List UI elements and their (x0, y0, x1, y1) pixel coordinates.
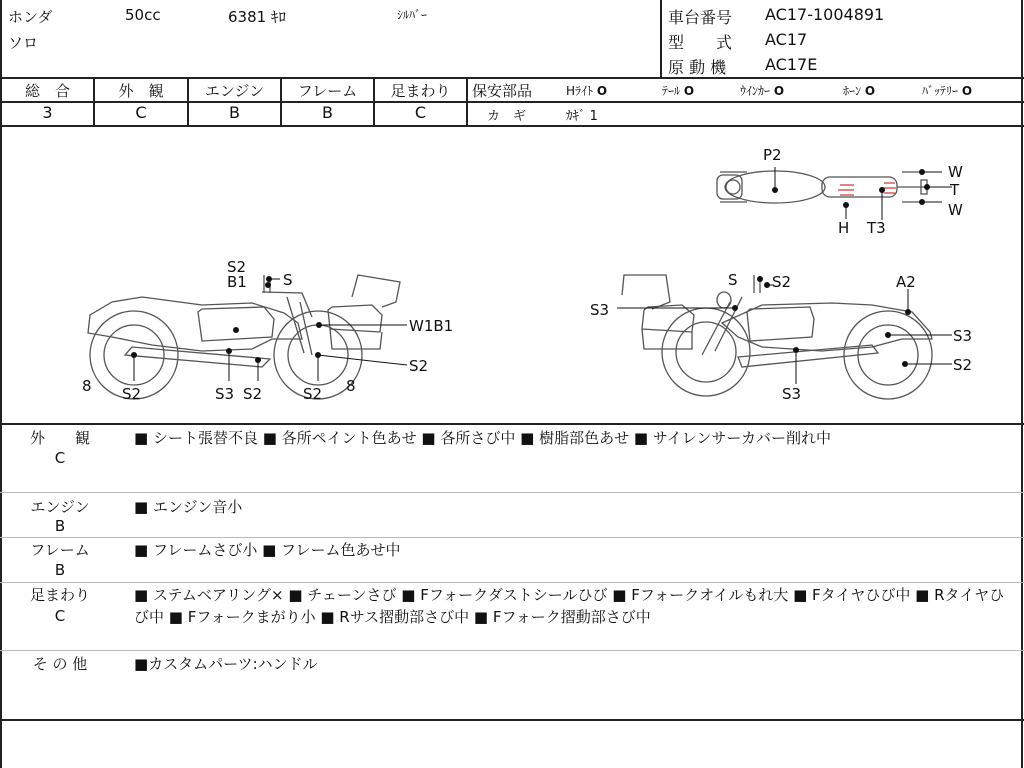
note-label: 足まわり (29, 586, 90, 604)
right-label-s3-left: S3 (590, 301, 610, 319)
right-label-s3-right: S3 (953, 327, 973, 345)
left-label-b1: B1 (227, 273, 247, 291)
diagram-label-t3: T3 (867, 219, 886, 237)
right-label-s2-right: S2 (953, 356, 973, 374)
color-value: ｼﾙﾊﾞｰ (397, 8, 428, 22)
top-view-bike (717, 171, 927, 203)
left-label-s2-a: S2 (122, 385, 142, 403)
engine-model-value: AC17E (765, 55, 818, 74)
overall-grade: 3 (42, 103, 53, 122)
frame-grade-label: フレーム (297, 82, 358, 100)
right-side-bike (622, 275, 932, 399)
damage-diagram (2, 127, 1021, 423)
left-label-s2-top: S2 (227, 258, 247, 276)
top-view-seat-marks (838, 183, 896, 195)
diagram-label-w-bottom: W (948, 201, 963, 219)
note-label: 外 観 (29, 429, 90, 447)
key-value: ｶｷﾞ 1 (566, 109, 598, 124)
notes-divider-5 (0, 719, 1024, 721)
note-text: ■カスタムパーツ:ハンドル (134, 655, 318, 673)
exterior-grade: C (135, 103, 147, 122)
frame-no-value: AC17-1004891 (765, 5, 885, 24)
safety-item-name: Hﾗｲﾄ (566, 84, 594, 98)
exterior-grade-label: 外 観 (118, 82, 164, 100)
suspension-grade-label: 足まわり (390, 82, 451, 100)
left-label-w1b1: W1B1 (409, 317, 454, 335)
engine-grade: B (229, 103, 240, 122)
notes-divider-1 (0, 492, 1024, 493)
diagram-label-h: H (838, 219, 850, 237)
diagram-label-w-top: W (948, 163, 963, 181)
left-label-s3-b: S3 (215, 385, 235, 403)
engine-model-label: 原 動 機 (668, 58, 727, 77)
right-label-s3-bottom: S3 (782, 385, 802, 403)
suspension-grade: C (414, 103, 427, 122)
note-grade: B (54, 517, 66, 535)
mileage: 6381 ｷﾛ (228, 8, 286, 26)
left-label-8-left: 8 (82, 377, 92, 395)
note-grade: B (54, 561, 66, 579)
right-label-a2: A2 (896, 273, 916, 291)
key-label: カ ギ (487, 109, 527, 124)
safety-item-headlight (566, 82, 607, 99)
model-name: ソロ (8, 34, 39, 52)
note-grade: C (54, 449, 66, 467)
engine-grade-label: エンジン (204, 82, 265, 100)
notes-divider-2 (0, 537, 1024, 538)
maker-name: ホンダ (8, 8, 53, 26)
note-grade: C (54, 607, 66, 625)
frame-no-label: 車台番号 (668, 8, 733, 27)
note-label: そ の 他 (32, 655, 88, 673)
winker-ok-mark: O (773, 84, 785, 98)
battery-ok-mark: O (961, 84, 973, 98)
right-label-s: S (728, 271, 738, 289)
notes-divider-3 (0, 582, 1024, 583)
diagram-label-t: T (950, 181, 960, 199)
header-vertical-divider (660, 0, 662, 78)
displacement: 50cc (125, 6, 161, 24)
diagram-label-p2: P2 (763, 146, 782, 164)
note-label: フレーム (30, 541, 90, 559)
safety-item-name: ﾃｰﾙ (662, 84, 681, 98)
safety-divider (466, 101, 1024, 103)
safety-item-winker (740, 82, 784, 99)
safety-item-name: ﾎｰﾝ (843, 84, 862, 98)
note-row-frame (0, 539, 1024, 581)
note-row-other (0, 653, 1024, 717)
left-label-s2-right: S2 (409, 357, 429, 375)
note-text: ■ エンジン音小 (134, 498, 243, 516)
note-text: ■ ステムベアリング× ■ チェーンさび ■ Fフォークダストシールひび ■ Fフォークオイルもれ大 ■ Fタイヤひび中 ■ Rタイヤひび中 ■ Fフォークまがり小 ■ Rサス摺動部さび中 ■ Fフォーク摺動部さび中 (134, 586, 1005, 626)
left-label-s2-b: S2 (243, 385, 263, 403)
type-label: 型 式 (668, 33, 733, 52)
note-text: ■ シート張替不良 ■ 各所ペイント色あせ ■ 各所さび中 ■ 樹脂部色あせ ■ サイレンサーカバー削れ中 (134, 429, 832, 447)
notes-divider-4 (0, 650, 1024, 651)
type-value: AC17 (765, 30, 808, 49)
safety-parts-label: 保安部品 (472, 82, 533, 100)
diagram-leader-lines (134, 167, 952, 384)
left-label-8-right: 8 (346, 377, 356, 395)
header-divider (0, 77, 1024, 79)
frame-grade: B (322, 103, 333, 122)
safety-item-battery (922, 82, 972, 99)
left-label-s: S (283, 271, 293, 289)
overall-grade-label: 総 合 (24, 82, 70, 100)
safety-item-tail (662, 82, 694, 99)
note-row-exterior (0, 425, 1024, 491)
safety-item-horn (843, 82, 875, 99)
left-label-s2-c: S2 (303, 385, 323, 403)
note-label: エンジン (30, 498, 90, 516)
note-row-engine (0, 494, 1024, 536)
note-text: ■ フレームさび小 ■ フレーム色あせ中 (134, 541, 401, 559)
note-row-suspension (0, 584, 1024, 648)
tail-ok-mark: O (683, 84, 695, 98)
horn-ok-mark: O (864, 84, 876, 98)
headlight-ok-mark: O (596, 84, 608, 98)
right-label-s2-top: S2 (772, 273, 792, 291)
grade-col-divider-5 (466, 78, 468, 126)
safety-item-name: ﾊﾞｯﾃﾘｰ (922, 84, 959, 98)
safety-item-name: ｳｲﾝｶｰ (740, 84, 771, 98)
